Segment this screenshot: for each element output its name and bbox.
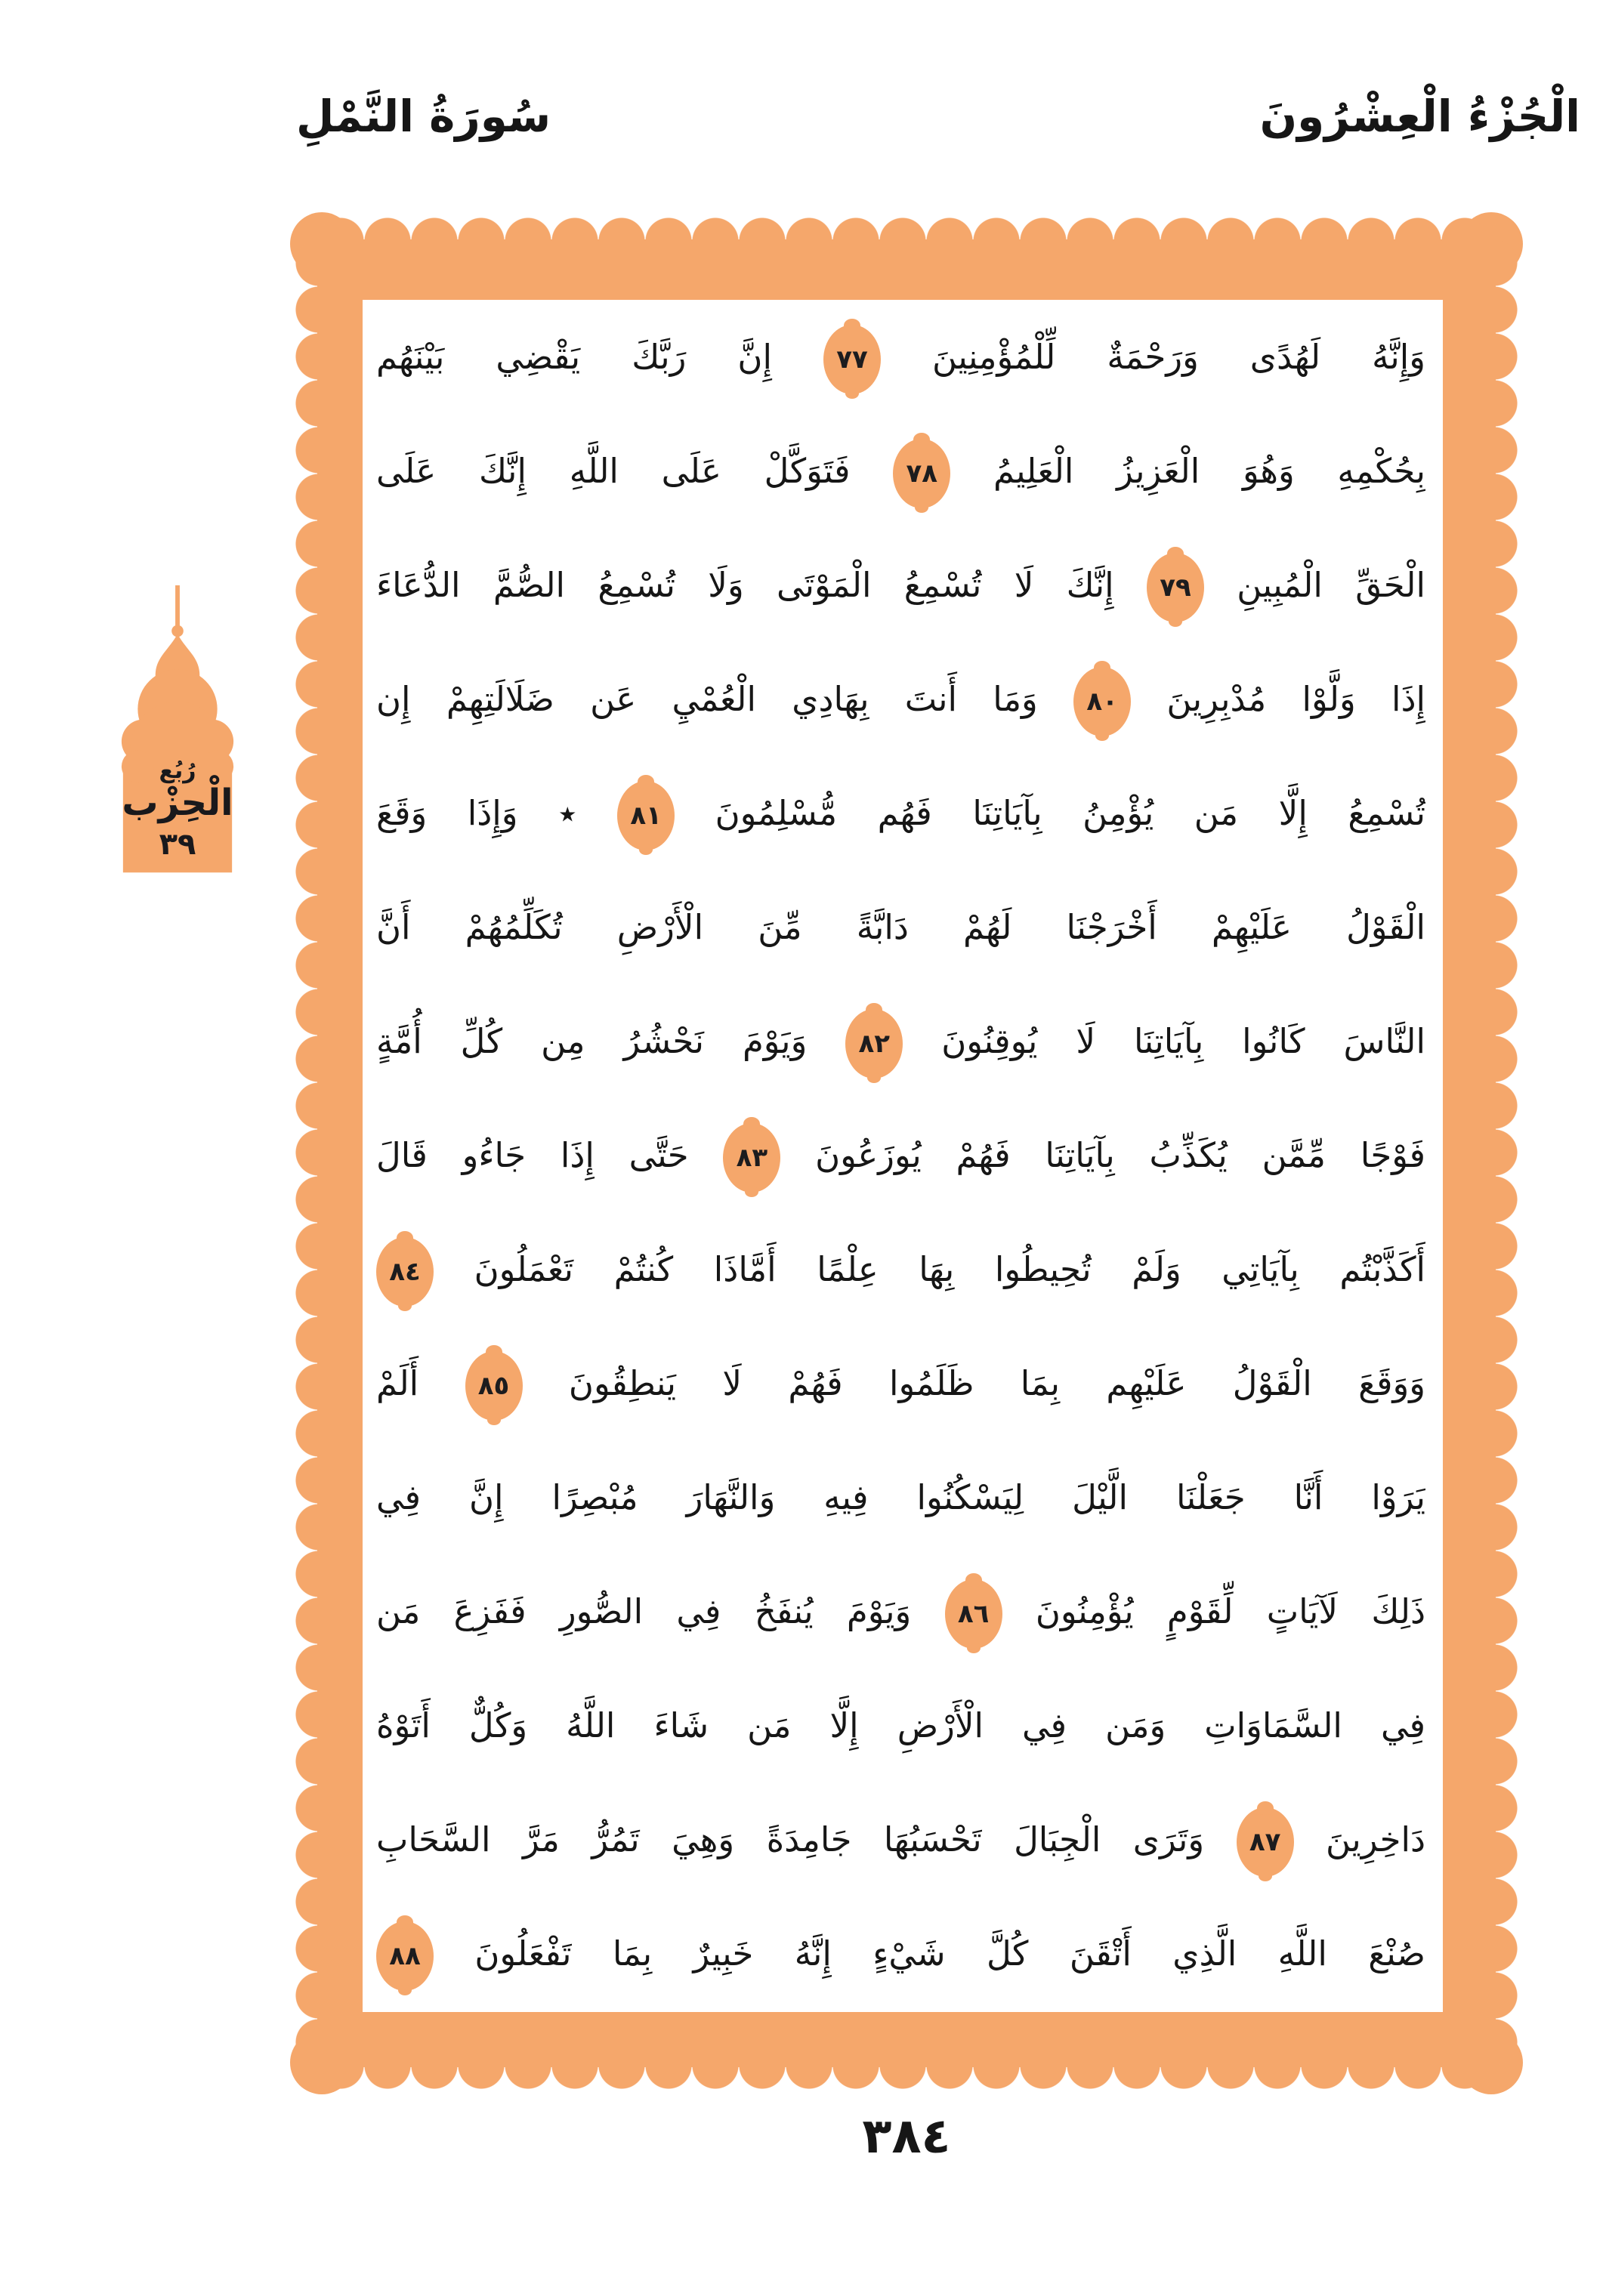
verse-marker xyxy=(1147,553,1204,622)
ayah-text: دَاخِرِينَ xyxy=(1326,1819,1425,1859)
verse-marker xyxy=(376,1921,434,1991)
quran-line xyxy=(376,1668,1425,1782)
quran-line xyxy=(376,414,1425,528)
verse-number: ٨٧ xyxy=(1249,1827,1281,1857)
verse-number: ٨٣ xyxy=(736,1143,768,1173)
quran-line xyxy=(376,528,1425,642)
verse-number: ٧٩ xyxy=(1160,572,1191,603)
ayah-text: إِذَا وَلَّوْا مُدْبِرِينَ xyxy=(1166,679,1425,719)
hizb-marker xyxy=(103,585,252,880)
verse-number: ٨٢ xyxy=(858,1029,891,1059)
page-number: ٣٨٤ xyxy=(862,2109,951,2165)
quran-line xyxy=(376,756,1425,870)
quran-line xyxy=(376,1326,1425,1440)
surah-title: سُورَةُ النَّمْلِ xyxy=(296,91,551,142)
frame-scallop-bottom xyxy=(317,2066,1496,2090)
quran-line xyxy=(376,1098,1425,1212)
verse-marker xyxy=(893,439,950,508)
hizb-number: ٣٩ xyxy=(159,827,196,862)
verse-marker xyxy=(845,1009,903,1079)
hizb-label: الْحِزْب xyxy=(122,782,233,824)
ayah-text: حَتَّى إِذَا جَاءُو قَالَ xyxy=(376,1135,689,1175)
ayah-text: وَوَقَعَ الْقَوْلُ عَلَيْهِم بِمَا ظَلَمُوا فَهُمْ لَا يَنطِقُونَ xyxy=(568,1363,1425,1403)
quran-line xyxy=(376,642,1425,756)
verse-number: ٨٤ xyxy=(389,1257,421,1287)
verse-number: ٨٥ xyxy=(477,1371,510,1401)
quran-line xyxy=(376,1896,1425,2011)
ayah-text: أَكَذَّبْتُم بِآيَاتِي وَلَمْ تُحِيطُوا بِهَا عِلْمًا أَمَّاذَا كُنتُمْ تَعْمَلُونَ xyxy=(474,1249,1425,1289)
ayah-text: وَتَرَى الْجِبَالَ تَحْسَبُهَا جَامِدَةً وَهِيَ تَمُرُّ مَرَّ السَّحَابِ xyxy=(376,1819,1205,1859)
quran-line xyxy=(376,1212,1425,1326)
verse-marker xyxy=(1073,667,1131,736)
quran-line xyxy=(376,300,1425,414)
juz-title: الْجُزْءُ الْعِشْرُونَ xyxy=(1259,91,1580,142)
quran-text-area xyxy=(363,300,1439,2011)
ayah-text: بِحُكْمِهِ وَهُوَ الْعَزِيزُ الْعَلِيمُ xyxy=(993,451,1425,491)
verse-number: ٨١ xyxy=(630,801,662,831)
frame-scallop-right xyxy=(1494,239,1518,2067)
verse-number: ٨٨ xyxy=(389,1941,421,1971)
quran-line xyxy=(376,1554,1425,1668)
ayah-text: وَإِنَّهُ لَهُدًى وَرَحْمَةٌ لِّلْمُؤْمِنِينَ xyxy=(931,337,1425,377)
ayah-text: وَيَوْمَ يُنفَخُ فِي الصُّورِ فَفَزِعَ مَن xyxy=(376,1591,912,1631)
frame-scallop-left xyxy=(295,239,319,2067)
ayah-text: فِي السَّمَاوَاتِ وَمَن فِي الْأَرْضِ إِلَّا مَن شَاءَ اللَّهُ وَكُلٌّ أَتَوْهُ xyxy=(376,1705,1425,1745)
verse-marker xyxy=(376,1237,434,1307)
verse-marker xyxy=(1237,1807,1294,1877)
ayah-text: صُنْعَ اللَّهِ الَّذِي أَتْقَنَ كُلَّ شَيْءٍ إِنَّهُ خَبِيرٌ بِمَا تَفْعَلُونَ xyxy=(474,1933,1425,1974)
verse-number: ٨٦ xyxy=(957,1599,990,1629)
verse-number: ٧٨ xyxy=(906,458,938,489)
quran-line xyxy=(376,1440,1425,1554)
verse-marker xyxy=(617,781,675,850)
ayah-text: ذَلِكَ لَآيَاتٍ لِّقَوْمٍ يُؤْمِنُونَ xyxy=(1035,1591,1425,1631)
ayah-text: الْقَوْلُ عَلَيْهِمْ أَخْرَجْنَا لَهُمْ دَابَّةً مِّنَ الْأَرْضِ تُكَلِّمُهُمْ أَنَّ xyxy=(376,907,1425,947)
verse-marker xyxy=(823,325,881,394)
ayah-text: وَمَا أَنتَ بِهَادِي الْعُمْيِ عَن ضَلَالَتِهِمْ إِن xyxy=(376,679,1038,719)
ayah-text: يَرَوْا أَنَّا جَعَلْنَا الَّيْلَ لِيَسْكُنُوا فِيهِ وَالنَّهَارَ مُبْصِرًا إِنَّ فِي xyxy=(376,1477,1425,1517)
ayah-text: تُسْمِعُ إِلَّا مَن يُؤْمِنُ بِآيَاتِنَا فَهُم مُّسْلِمُونَ xyxy=(715,793,1425,833)
quran-line xyxy=(376,870,1425,984)
ayah-text: إِنَّكَ لَا تُسْمِعُ الْمَوْتَى وَلَا تُسْمِعُ الصُّمَّ الدُّعَاءَ xyxy=(376,565,1114,605)
quran-line xyxy=(376,984,1425,1098)
ayah-text: الْحَقِّ الْمُبِينِ xyxy=(1237,565,1425,605)
frame-scallop-top xyxy=(317,217,1496,241)
ayah-text: ٭ وَإِذَا وَقَعَ xyxy=(376,793,577,833)
ayah-text: إِنَّ رَبَّكَ يَقْضِي بَيْنَهُم xyxy=(376,337,772,377)
verse-number: ٧٧ xyxy=(836,344,868,375)
ayah-text: أَلَمْ xyxy=(376,1363,419,1403)
ayah-text: فَوْجًا مِّمَّن يُكَذِّبُ بِآيَاتِنَا فَهُمْ يُوزَعُونَ xyxy=(815,1135,1425,1175)
ayah-text: فَتَوَكَّلْ عَلَى اللَّهِ إِنَّكَ عَلَى xyxy=(376,451,851,491)
hizb-quarter-label: رُبُع xyxy=(159,758,196,784)
verse-marker xyxy=(465,1351,523,1421)
ayah-text: وَيَوْمَ نَحْشُرُ مِن كُلِّ أُمَّةٍ xyxy=(376,1021,808,1061)
verse-number: ٨٠ xyxy=(1086,687,1118,717)
verse-marker xyxy=(945,1579,1002,1649)
quran-line xyxy=(376,1782,1425,1896)
verse-marker xyxy=(723,1123,780,1193)
ayah-text: النَّاسَ كَانُوا بِآيَاتِنَا لَا يُوقِنُونَ xyxy=(941,1021,1425,1061)
